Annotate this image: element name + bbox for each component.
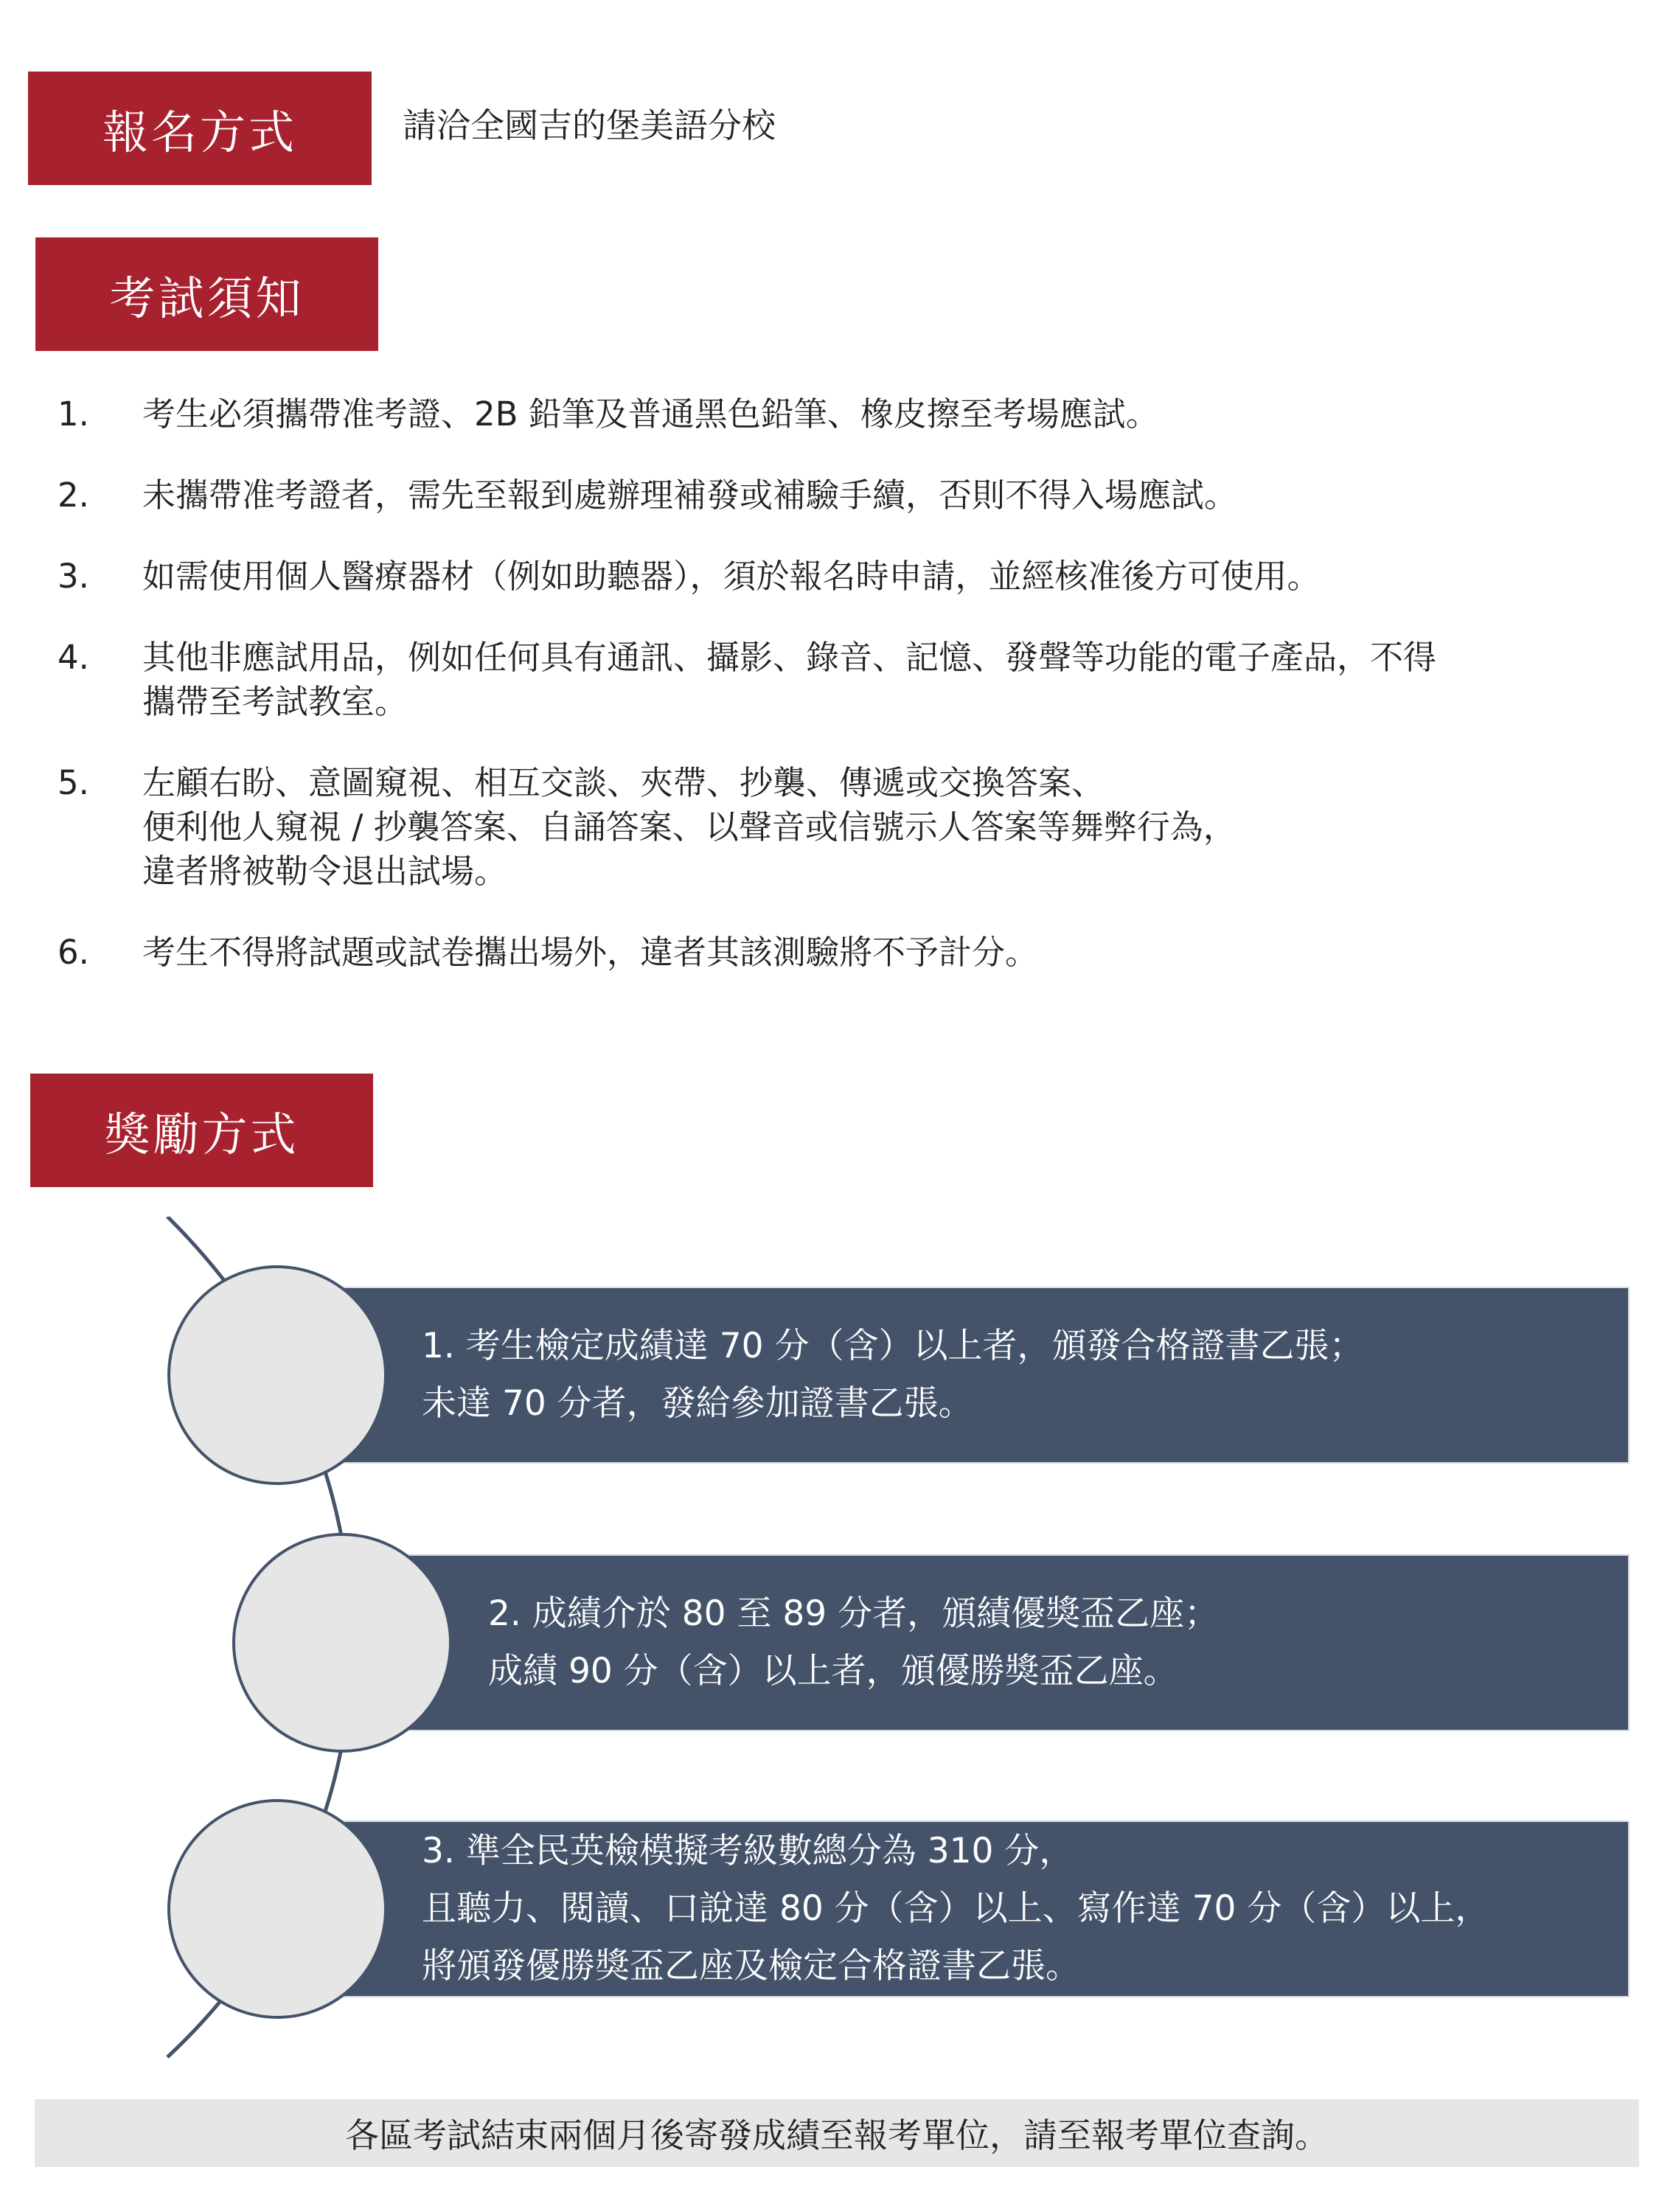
registration-header: 報名方式 bbox=[28, 72, 372, 185]
note-number: 4. bbox=[58, 638, 89, 677]
exam-notes-list bbox=[58, 392, 1621, 975]
note-item-3 bbox=[58, 554, 1621, 599]
note-text: 未攜帶准考證者，需先至報到處辦理補發或補驗手續，否則不得入場應試。 bbox=[142, 476, 1238, 515]
note-item-1 bbox=[58, 392, 1621, 437]
timeline-circle-3 bbox=[167, 1799, 387, 2019]
note-item-4 bbox=[58, 636, 1621, 724]
reward-text-1: 1. 考生檢定成績達 70 分（含）以上者，頒發合格證書乙張； 未達 70 分者，發給參加證書乙張。 bbox=[422, 1326, 1364, 1424]
note-item-2 bbox=[58, 473, 1621, 518]
note-text: 考生不得將試題或試卷攜出場外，違者其該測驗將不予計分。 bbox=[142, 933, 1039, 972]
note-number: 3. bbox=[58, 557, 89, 596]
registration-text: 請洽全國吉的堡美語分校 bbox=[403, 105, 776, 145]
footer-note bbox=[35, 2099, 1639, 2167]
note-number: 2. bbox=[58, 476, 89, 515]
note-text: 考生必須攜帶准考證、2B 鉛筆及普通黑色鉛筆、橡皮擦至考場應試。 bbox=[142, 394, 1159, 434]
reward-text-3: 3. 準全民英檢模擬考級數總分為 310 分， 且聽力、閱讀、口說達 80 分（含）以上、寫作達 70 分（含）以上， 將頒發優勝獎盃乙座及檢定合格證書乙張。 bbox=[422, 1831, 1490, 1986]
note-number: 6. bbox=[58, 933, 89, 972]
note-item-6 bbox=[58, 931, 1621, 975]
note-number: 1. bbox=[58, 394, 89, 434]
footer-text: 各區考試結束兩個月後寄發成績至報考單位，請至報考單位查詢。 bbox=[345, 2115, 1329, 2155]
note-text: 其他非應試用品，例如任何具有通訊、攝影、錄音、記憶、發聲等功能的電子產品，不得 攜帶至考試教室。 bbox=[142, 638, 1437, 721]
note-text: 左顧右盼、意圖窺視、相互交談、夾帶、抄襲、傳遞或交換答案、 便利他人窺視 / 抄襲答案、自誦答案、以聲音或信號示人答案等舞弊行為， 違者將被勒令退出試場。 bbox=[142, 763, 1237, 891]
timeline-circle-1 bbox=[167, 1265, 387, 1485]
reward-bar-2 bbox=[398, 1554, 1630, 1731]
timeline-circle-2 bbox=[232, 1533, 452, 1753]
note-number: 5. bbox=[58, 763, 89, 802]
reward-bar-1 bbox=[332, 1287, 1630, 1464]
rewards-header: 獎勵方式 bbox=[30, 1074, 373, 1187]
reward-bar-3 bbox=[332, 1820, 1630, 1997]
exam-notes-header: 考試須知 bbox=[35, 237, 378, 351]
note-item-5 bbox=[58, 761, 1621, 894]
note-text: 如需使用個人醫療器材（例如助聽器），須於報名時申請，並經核准後方可使用。 bbox=[142, 557, 1321, 596]
reward-text-2: 2. 成績介於 80 至 89 分者，頒績優獎盃乙座； 成績 90 分（含）以上者，頒優勝獎盃乙座。 bbox=[488, 1593, 1220, 1691]
